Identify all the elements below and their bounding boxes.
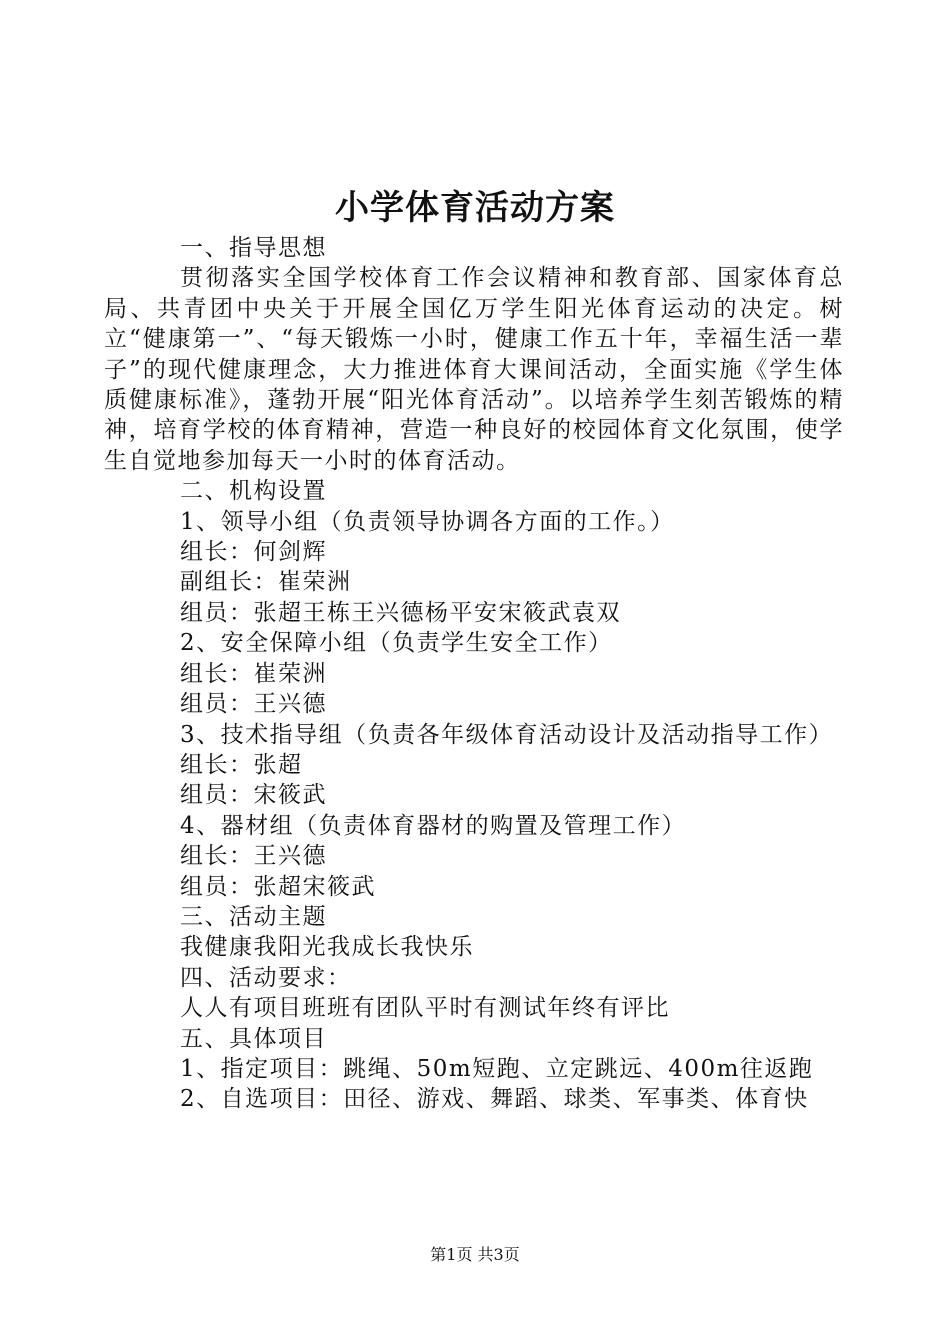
section-heading-theme: 三、活动主题 <box>180 903 327 930</box>
paragraph-members: 组员：张超王栋王兴德杨平安宋筱武袁双 <box>180 599 621 626</box>
section-heading-guiding-ideology: 一、指导思想 <box>180 235 327 261</box>
paragraph-safety-members: 组员：王兴德 <box>180 691 327 718</box>
paragraph-equipment-leader: 组长：王兴德 <box>180 843 327 870</box>
paragraph-technical-members: 组员：宋筱武 <box>180 782 327 809</box>
paragraph-optional-projects: 2、自选项目：田径、游戏、舞蹈、球类、军事类、体育快 <box>180 1086 809 1113</box>
paragraph-theme: 我健康我阳光我成长我快乐 <box>180 934 474 961</box>
paragraph-designated-projects: 1、指定项目：跳绳、50m短跑、立定跳远、400m往返跑 <box>180 1055 814 1082</box>
paragraph-safety-leader: 组长：崔荣洲 <box>180 660 327 687</box>
section-heading-requirements: 四、活动要求： <box>180 964 352 991</box>
paragraph-guiding-ideology: 贯彻落实全国学校体育工作会议精神和教育部、国家体育总局、共青团中央关于开展全国亿万学生阳光体育运动的决定。树立“健康第一”、“每天锻炼一小时，健康工作五十年，幸福生活一辈子”的现代健康理念，大力推进体育大课间活动，全面实施《学生体质健康标准》，蓬勃开展“阳光体育活动”。以培养学生刻苦锻炼的精神，培育学校的体育精神，营造一种良好的校园体育文化氛围，使学生自觉地参加每天一小时的体育活动。 <box>104 265 844 474</box>
paragraph-equipment-group: 4、器材组（负责体育器材的购置及管理工作） <box>180 812 687 839</box>
section-heading-organization: 二、机构设置 <box>180 478 327 505</box>
document-title: 小学体育活动方案 <box>335 188 615 228</box>
paragraph-requirements: 人人有项目班班有团队平时有测试年终有评比 <box>180 995 670 1022</box>
paragraph-leadership-group: 1、领导小组（负责领导协调各方面的工作。） <box>180 508 675 535</box>
paragraph-leader: 组长：何剑辉 <box>180 539 327 566</box>
paragraph-safety-group: 2、安全保障小组（负责学生安全工作） <box>180 630 613 657</box>
page-footer <box>0 1244 950 1266</box>
page-number-label: 第1页 共3页 <box>430 1245 520 1264</box>
paragraph-technical-leader: 组长：张超 <box>180 751 303 778</box>
section-heading-projects: 五、具体项目 <box>180 1025 327 1052</box>
paragraph-equipment-members: 组员：张超宋筱武 <box>180 873 376 900</box>
document-body <box>104 233 844 1115</box>
paragraph-technical-group: 3、技术指导组（负责各年级体育活动设计及活动指导工作） <box>180 721 834 748</box>
paragraph-deputy-leader: 副组长：崔荣洲 <box>180 569 352 596</box>
